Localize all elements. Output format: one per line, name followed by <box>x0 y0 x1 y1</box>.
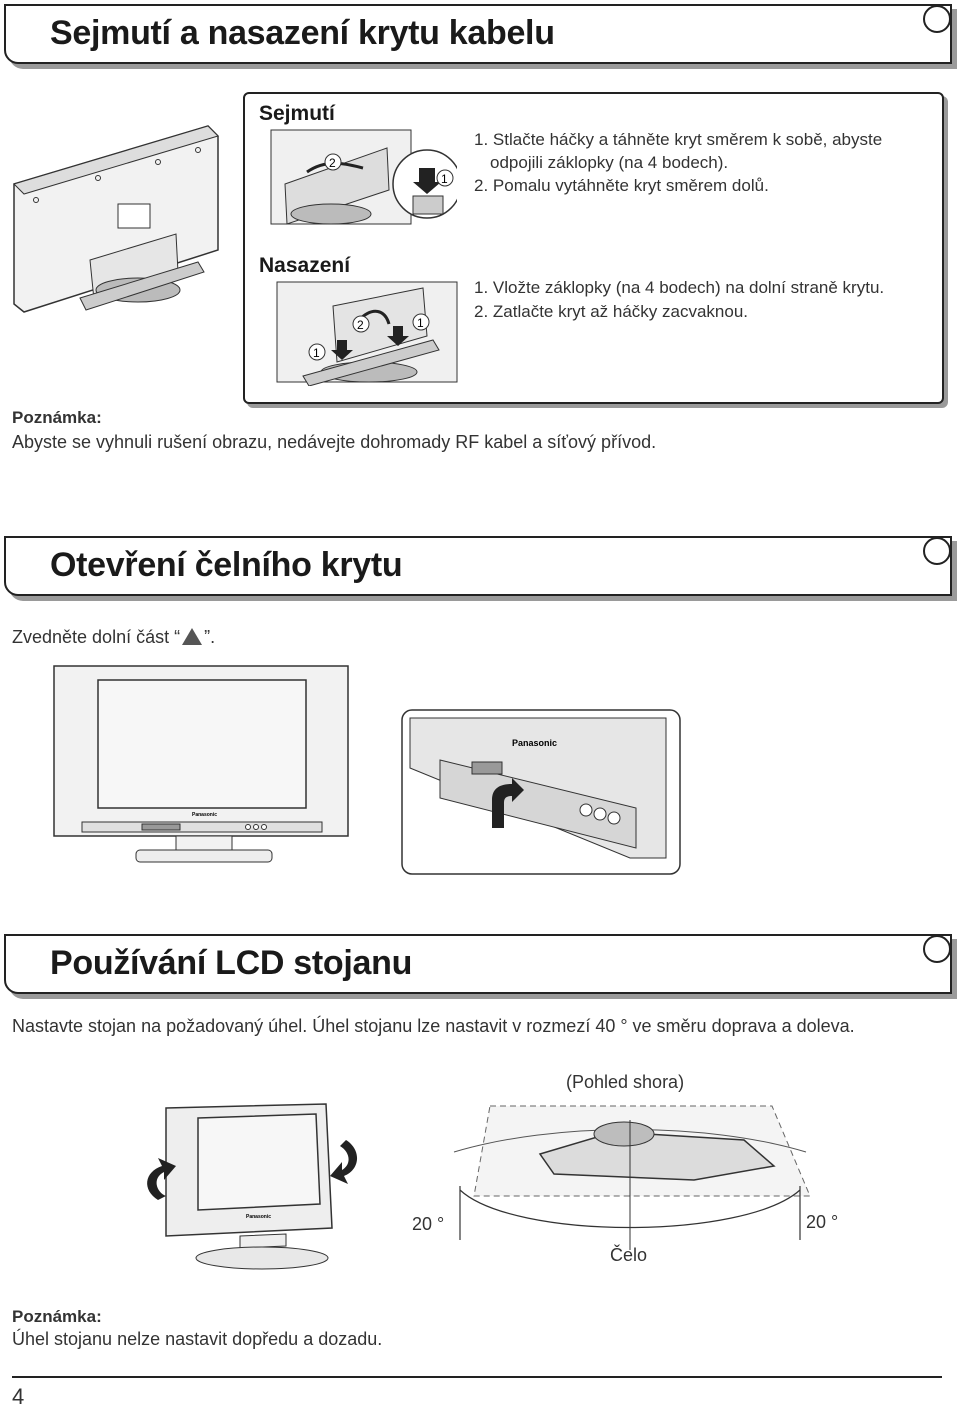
tv-front-illustration <box>52 664 352 868</box>
section-title: Otevření čelního krytu <box>50 546 403 584</box>
callout-2: 2 <box>329 156 336 170</box>
zoom-brand: Panasonic <box>512 738 558 748</box>
note-text: Úhel stojanu nelze nastavit dopředu a dozadu. <box>12 1329 383 1349</box>
section-header-cable-cover <box>4 4 952 64</box>
attach-heading: Nasazení <box>259 254 351 277</box>
front-cover-zoom-illustration <box>400 708 682 878</box>
removal-step-1-cont: odpojili záklopky (na 4 bodech). <box>490 153 729 172</box>
header-corner-dot <box>923 935 951 963</box>
cover-instruction-box <box>243 92 944 404</box>
section-title: Používání LCD stojanu <box>50 944 413 982</box>
section-header-front-cover <box>4 536 952 596</box>
top-view-label: (Pohled shora) <box>566 1072 685 1092</box>
removal-step-2: 2. Pomalu vytáhněte kryt směrem dolů. <box>474 176 769 195</box>
header-corner-dot <box>923 537 951 565</box>
tv-back-illustration <box>8 122 236 332</box>
front-cover-instruction <box>12 626 215 648</box>
instruction-before: Zvedněte dolní část “ <box>12 627 181 647</box>
header-corner-dot <box>923 5 951 33</box>
section-title: Sejmutí a nasazení krytu kabelu <box>50 14 555 52</box>
triangle-icon <box>182 628 202 645</box>
callout-1: 1 <box>441 172 448 186</box>
attach-step-1: 1. Vložte záklopky (na 4 bodech) na dolní straně krytu. <box>474 278 885 297</box>
callout-1-right: 1 <box>417 316 424 330</box>
instruction-after: ”. <box>204 627 216 647</box>
footer-rule <box>12 1376 942 1378</box>
section-header-lcd-stand <box>4 934 952 994</box>
page-number: 4 <box>12 1384 25 1409</box>
tv-rotation-illustration <box>136 1100 366 1272</box>
top-view-diagram <box>444 1100 816 1250</box>
tv-brand-small: Panasonic <box>192 812 218 818</box>
attach-step-2: 2. Zatlačte kryt až háčky zacvaknou. <box>474 302 749 321</box>
attach-illustration <box>273 280 463 386</box>
angle-right-label: 20 ° <box>806 1212 839 1232</box>
note-text: Abyste se vyhnuli rušení obrazu, nedávejte dohromady RF kabel a síťový přívod. <box>12 432 657 452</box>
angle-left-label: 20 ° <box>412 1214 445 1234</box>
stand-instruction: Nastavte stojan na požadovaný úhel. Úhel stojanu lze nastavit v rozmezí 40 ° ve směru doprava a doleva. <box>12 1016 855 1036</box>
tv-brand-small: Panasonic <box>246 1214 272 1220</box>
front-label: Čelo <box>610 1245 648 1265</box>
removal-illustration <box>267 128 457 228</box>
note-label: Poznámka: <box>12 1307 102 1326</box>
callout-1-left: 1 <box>313 346 320 360</box>
removal-heading: Sejmutí <box>259 102 335 125</box>
callout-2-attach: 2 <box>357 318 364 332</box>
removal-step-1: 1. Stlačte háčky a táhněte kryt směrem k sobě, abyste <box>474 130 883 149</box>
note-label: Poznámka: <box>12 408 102 427</box>
